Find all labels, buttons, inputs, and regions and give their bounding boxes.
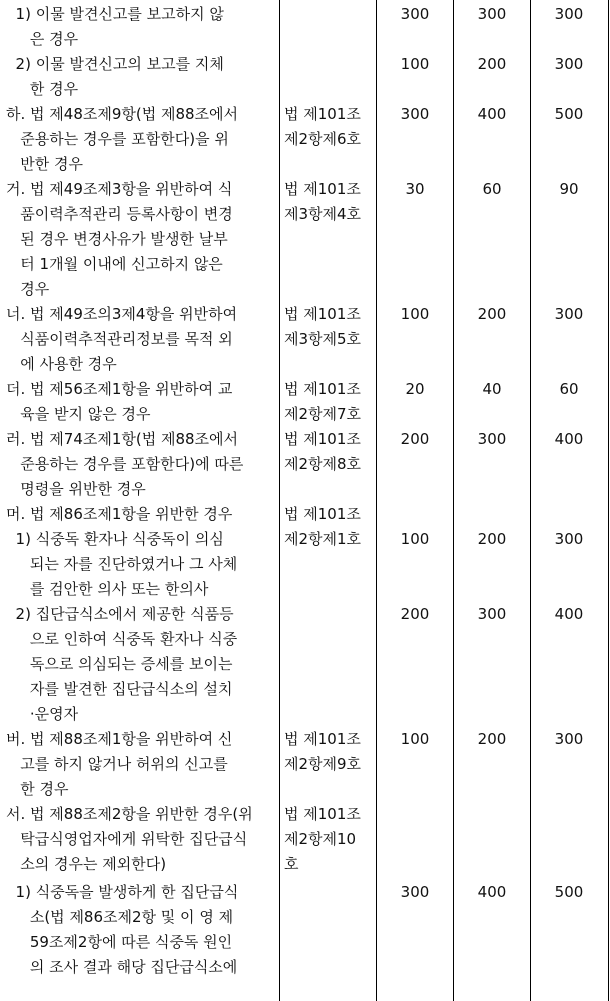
fine-first-violation: 100 <box>400 55 430 73</box>
violation-text: 1) 식중독 환자나 식중독이 의심 <box>6 530 224 548</box>
violation-text: 서. 법 제88조제2항을 위반한 경우(위 <box>6 805 253 823</box>
fine-first-violation: 30 <box>405 180 425 198</box>
violation-text: 고를 하지 않거나 허위의 신고를 <box>6 755 228 773</box>
fine-third-violation: 90 <box>559 180 579 198</box>
fine-third-violation: 300 <box>554 5 584 23</box>
fine-first-violation: 300 <box>400 883 430 901</box>
legal-basis: 법 제101조 <box>284 380 361 398</box>
fine-second-violation: 200 <box>477 530 507 548</box>
violation-text: 자를 발견한 집단급식소의 설치 <box>6 680 233 698</box>
violation-text: 된 경우 변경사유가 발생한 날부 <box>6 230 228 248</box>
violation-text: 터 1개월 이내에 신고하지 않은 <box>6 255 223 273</box>
violation-text: 명령을 위반한 경우 <box>6 480 146 498</box>
fine-third-violation: 300 <box>554 305 584 323</box>
legal-basis: 제2항제6호 <box>284 130 362 148</box>
legal-basis: 제2항제7호 <box>284 405 362 423</box>
fine-third-violation: 500 <box>554 883 584 901</box>
fine-second-violation: 400 <box>477 105 507 123</box>
legal-basis: 제2항제10 <box>284 830 357 848</box>
fine-first-violation: 200 <box>400 430 430 448</box>
violation-text: 거. 법 제49조제3항을 위반하여 식 <box>6 180 233 198</box>
violation-text: 2) 이물 발견신고의 보고를 지체 <box>6 55 224 73</box>
fine-third-violation: 60 <box>559 380 579 398</box>
violation-text: 를 검안한 의사 또는 한의사 <box>6 580 209 598</box>
fine-second-violation: 300 <box>477 605 507 623</box>
legal-basis: 법 제101조 <box>284 180 361 198</box>
fine-first-violation: 20 <box>405 380 425 398</box>
violation-text: 탁급식영업자에게 위탁한 집단급식 <box>6 830 248 848</box>
legal-basis: 제2항제9호 <box>284 755 362 773</box>
fine-second-violation: 300 <box>477 5 507 23</box>
violation-text: 하. 법 제48조제9항(법 제88조에서 <box>6 105 239 123</box>
violation-text: 더. 법 제56조제1항을 위반하여 교 <box>6 380 233 398</box>
violation-text: 준용하는 경우를 포함한다)을 위 <box>6 130 229 148</box>
violation-text: 머. 법 제86조제1항을 위반한 경우 <box>6 505 233 523</box>
violation-text: 러. 법 제74조제1항(법 제88조에서 <box>6 430 239 448</box>
violation-text: 너. 법 제49조의3제4항을 위반하여 <box>6 305 238 323</box>
fine-second-violation: 200 <box>477 305 507 323</box>
fine-second-violation: 40 <box>482 380 502 398</box>
violation-text: 버. 법 제88조제1항을 위반하여 신 <box>6 730 233 748</box>
violation-text: 1) 이물 발견신고를 보고하지 않 <box>6 5 224 23</box>
violation-text: 소(법 제86조제2항 및 이 영 제 <box>6 908 234 926</box>
violation-text: 한 경우 <box>6 80 79 98</box>
fine-second-violation: 200 <box>477 730 507 748</box>
fine-third-violation: 500 <box>554 105 584 123</box>
violation-text: 으로 인하여 식중독 환자나 식중 <box>6 630 238 648</box>
violation-text: 의 조사 결과 해당 집단급식소에 <box>6 958 238 976</box>
legal-basis: 법 제101조 <box>284 105 361 123</box>
column-divider <box>376 0 377 1001</box>
legal-basis: 법 제101조 <box>284 805 361 823</box>
legal-basis: 법 제101조 <box>284 430 361 448</box>
column-divider <box>530 0 531 1001</box>
fine-first-violation: 100 <box>400 530 430 548</box>
fine-second-violation: 60 <box>482 180 502 198</box>
column-divider <box>453 0 454 1001</box>
violation-text: 한 경우 <box>6 780 69 798</box>
legal-basis: 호 <box>284 855 299 873</box>
violation-text: 2) 집단급식소에서 제공한 식품등 <box>6 605 234 623</box>
fine-third-violation: 300 <box>554 530 584 548</box>
violation-text: 에 사용한 경우 <box>6 355 117 373</box>
fine-third-violation: 300 <box>554 730 584 748</box>
legal-basis: 제2항제8호 <box>284 455 362 473</box>
column-divider <box>279 0 280 1001</box>
fine-third-violation: 400 <box>554 605 584 623</box>
fine-third-violation: 400 <box>554 430 584 448</box>
violation-text: 독으로 의심되는 증세를 보이는 <box>6 655 233 673</box>
legal-basis: 법 제101조 <box>284 730 361 748</box>
legal-basis: 제3항제4호 <box>284 205 362 223</box>
violation-text: 되는 자를 진단하였거나 그 사체 <box>6 555 238 573</box>
violation-text: ·운영자 <box>6 705 79 723</box>
fine-second-violation: 400 <box>477 883 507 901</box>
column-divider <box>608 0 609 1001</box>
fine-second-violation: 300 <box>477 430 507 448</box>
fine-first-violation: 200 <box>400 605 430 623</box>
fine-third-violation: 300 <box>554 55 584 73</box>
fine-first-violation: 300 <box>400 105 430 123</box>
violation-text: 품이력추적관리 등록사항이 변경 <box>6 205 233 223</box>
violation-text: 소의 경우는 제외한다) <box>6 855 167 873</box>
fine-first-violation: 100 <box>400 305 430 323</box>
violation-text: 육을 받지 않은 경우 <box>6 405 151 423</box>
violation-text: 경우 <box>6 280 50 298</box>
fine-first-violation: 100 <box>400 730 430 748</box>
violation-text: 1) 식중독을 발생하게 한 집단급식 <box>6 883 239 901</box>
violation-text: 식품이력추적관리정보를 목적 외 <box>6 330 233 348</box>
fine-first-violation: 300 <box>400 5 430 23</box>
violation-text: 반한 경우 <box>6 155 84 173</box>
legal-basis: 법 제101조 <box>284 305 361 323</box>
fine-second-violation: 200 <box>477 55 507 73</box>
violation-text: 59조제2항에 따른 식중독 원인 <box>6 933 233 951</box>
legal-basis: 제2항제1호 <box>284 530 362 548</box>
violation-text: 은 경우 <box>6 30 79 48</box>
legal-basis: 제3항제5호 <box>284 330 362 348</box>
violation-text: 준용하는 경우를 포함한다)에 따른 <box>6 455 244 473</box>
legal-basis: 법 제101조 <box>284 505 361 523</box>
